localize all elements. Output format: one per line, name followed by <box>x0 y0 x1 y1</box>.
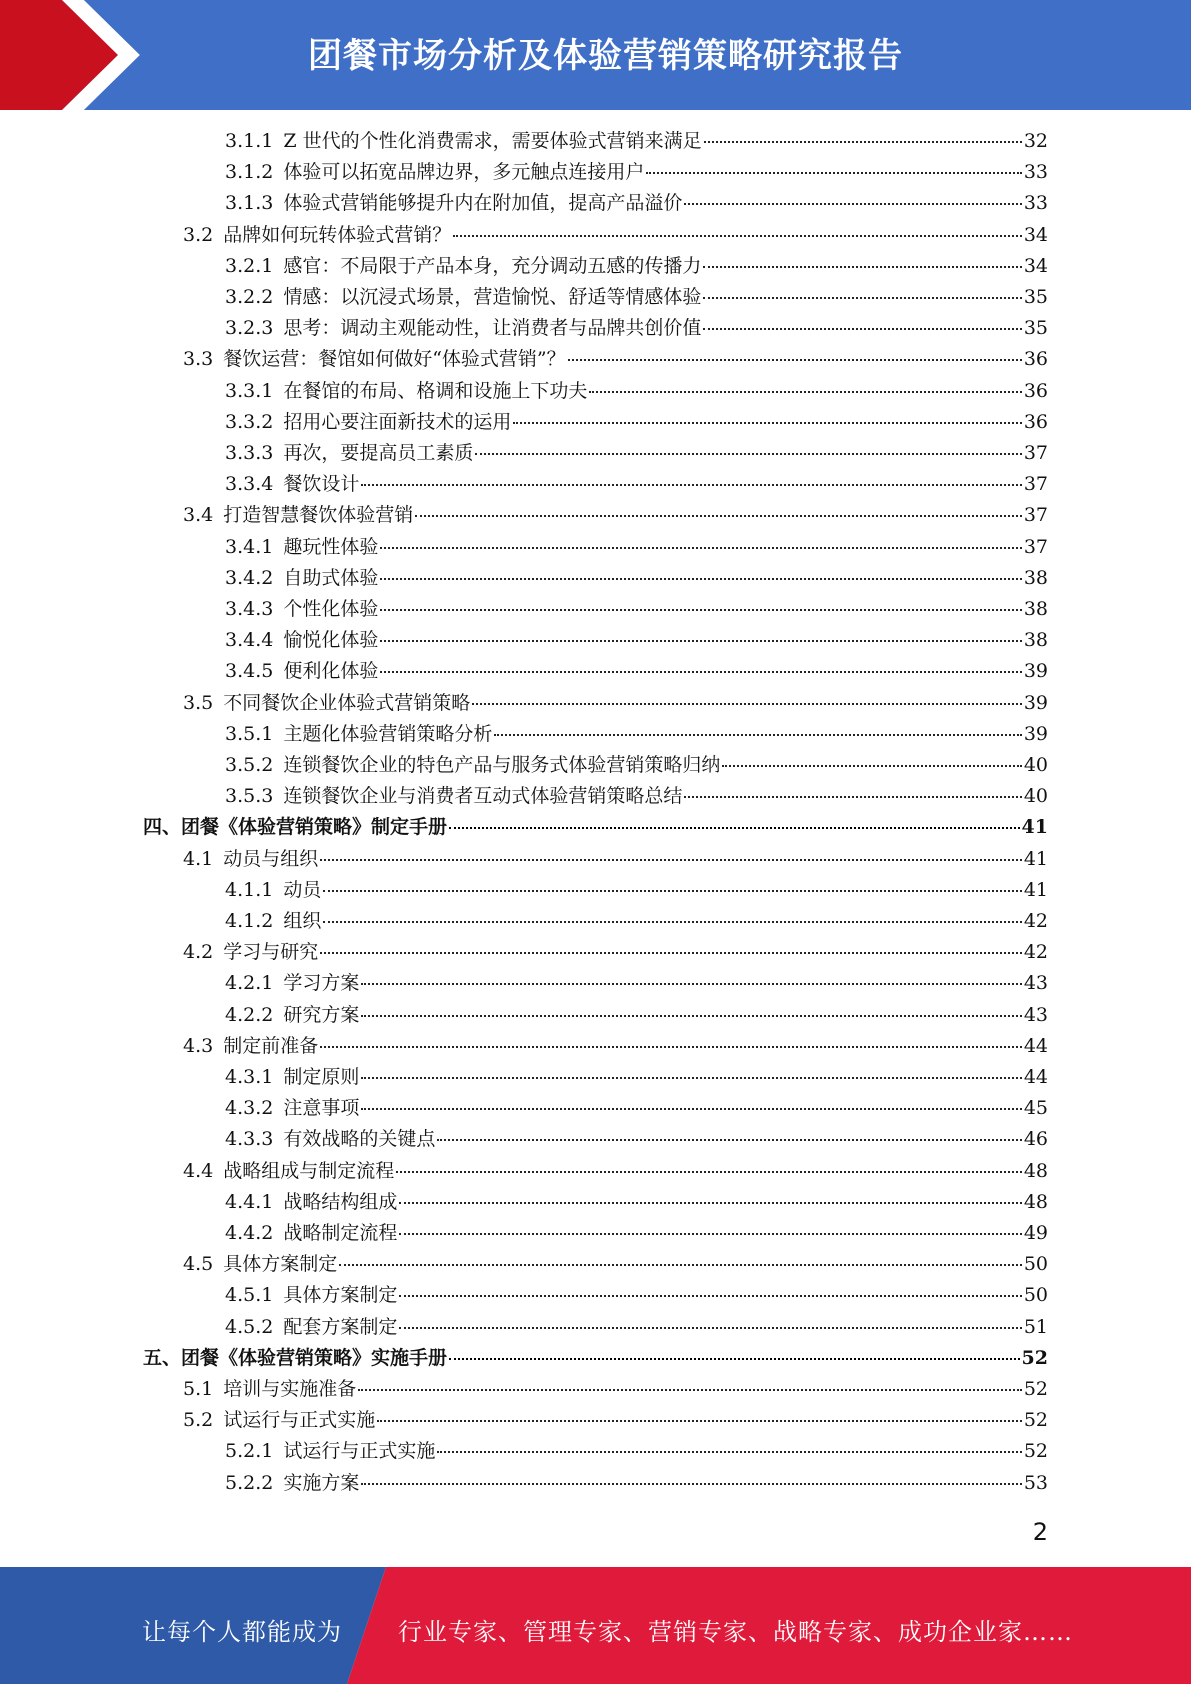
toc-entry-number: 3.1.1 <box>225 130 274 152</box>
toc-entry-page: 37 <box>1023 535 1048 558</box>
toc-entry-number: 3.5.2 <box>225 754 274 776</box>
toc-entry[interactable] <box>225 1436 1048 1467</box>
toc-entry-title: 学习方案 <box>283 972 360 995</box>
toc-entry-title: 具体方案制定 <box>283 1284 398 1307</box>
toc-entry[interactable] <box>225 376 1048 407</box>
toc-dot-leader <box>399 1294 1021 1297</box>
toc-entry-page: 34 <box>1023 223 1048 246</box>
toc-entry-page: 32 <box>1023 130 1048 152</box>
toc-entry-title: 战略制定流程 <box>283 1222 398 1244</box>
toc-dot-leader <box>703 296 1021 299</box>
toc-entry-title: 动员 <box>283 878 322 901</box>
toc-dot-leader <box>380 670 1021 673</box>
toc-entry-title: 实施方案 <box>283 1471 360 1494</box>
toc-entry-number: 4.4 <box>183 1159 214 1182</box>
toc-entry[interactable] <box>225 1124 1048 1155</box>
toc-dot-leader <box>399 1232 1021 1235</box>
toc-entry-page: 51 <box>1023 1315 1048 1338</box>
toc-entry-page: 43 <box>1023 1003 1048 1026</box>
toc-dot-leader <box>722 764 1021 767</box>
toc-entry-number: 3.3.3 <box>225 442 274 464</box>
toc-entry-number: 3.4 <box>183 504 214 527</box>
toc-entry-page: 49 <box>1023 1222 1048 1244</box>
toc-entry[interactable] <box>225 968 1048 999</box>
toc-entry-page: 38 <box>1023 598 1048 620</box>
toc-dot-leader <box>703 327 1021 330</box>
toc-dot-leader <box>380 639 1021 642</box>
toc-entry-number: 3.3.1 <box>225 379 274 402</box>
toc-entry-title: 便利化体验 <box>283 660 379 683</box>
toc-entry-number: 4.2.2 <box>225 1003 274 1026</box>
toc-entry-page: 39 <box>1023 660 1048 683</box>
toc-entry[interactable] <box>225 1280 1048 1311</box>
toc-entry-title: 注意事项 <box>283 1097 360 1120</box>
toc-entry-number: 4.3 <box>183 1034 214 1057</box>
toc-entry-title: 试运行与正式实施 <box>223 1409 376 1432</box>
toc-entry-page: 46 <box>1023 1128 1048 1151</box>
toc-entry[interactable] <box>183 344 1048 375</box>
toc-entry-title: 思考：调动主观能动性，让消费者与品牌共创价值 <box>283 317 702 340</box>
toc-dot-leader <box>396 1170 1022 1173</box>
toc-entry-page: 38 <box>1023 629 1048 652</box>
toc-entry-title: 连锁餐饮企业与消费者互动式体验营销策略总结 <box>283 785 683 808</box>
toc-entry-page: 35 <box>1023 286 1048 308</box>
toc-entry-page: 39 <box>1023 722 1048 745</box>
toc-entry[interactable] <box>183 1374 1048 1405</box>
toc-dot-leader <box>361 982 1021 985</box>
toc-entry-page: 41 <box>1021 816 1048 839</box>
toc-entry[interactable] <box>225 407 1048 438</box>
toc-entry-title: 学习与研究 <box>223 941 319 964</box>
toc-entry-number: 4.3.2 <box>225 1097 274 1120</box>
toc-entry-number: 3.2.2 <box>225 286 274 308</box>
toc-entry-page: 52 <box>1023 1378 1048 1400</box>
toc-entry-page: 41 <box>1023 847 1048 870</box>
toc-entry[interactable] <box>183 844 1048 875</box>
toc-entry-title: 培训与实施准备 <box>223 1378 357 1400</box>
toc-entry-number: 3.2.3 <box>225 317 274 340</box>
toc-dot-leader <box>684 795 1021 798</box>
toc-entry[interactable] <box>225 1468 1048 1499</box>
toc-entry[interactable] <box>225 594 1048 625</box>
toc-entry[interactable] <box>225 1312 1048 1343</box>
toc-entry-number: 3.4.2 <box>225 566 274 589</box>
toc-dot-leader <box>646 171 1021 174</box>
toc-entry-page: 52 <box>1023 1409 1048 1432</box>
toc-dot-leader <box>415 514 1022 517</box>
toc-dot-leader <box>437 1138 1021 1141</box>
toc-entry-number: 4.1 <box>183 847 214 870</box>
toc-entry-title: Z 世代的个性化消费需求，需要体验式营销来满足 <box>283 130 702 152</box>
toc-entry[interactable] <box>183 937 1048 968</box>
toc-dot-leader <box>361 483 1021 486</box>
toc-entry-page: 37 <box>1023 504 1048 527</box>
toc-entry-title: 品牌如何玩转体验式营销？ <box>223 223 452 246</box>
toc-entry-number: 5.1 <box>183 1378 214 1400</box>
toc-entry-title: 战略结构组成 <box>283 1190 398 1213</box>
toc-entry-page: 33 <box>1023 192 1048 215</box>
toc-entry-title: 主题化体验营销策略分析 <box>283 722 493 745</box>
toc-entry-number: 3.3 <box>183 348 214 371</box>
toc-entry[interactable] <box>143 1343 1048 1374</box>
toc-entry-title: 餐饮设计 <box>283 473 360 496</box>
toc-entry[interactable] <box>225 875 1048 906</box>
toc-entry-page: 37 <box>1023 442 1048 464</box>
toc-entry-page: 42 <box>1023 910 1048 932</box>
toc-entry-number: 4.2 <box>183 941 214 964</box>
toc-entry-number: 3.4.3 <box>225 598 274 620</box>
toc-dot-leader <box>449 826 1020 829</box>
toc-entry-page: 34 <box>1023 254 1048 277</box>
toc-entry[interactable] <box>225 906 1048 937</box>
toc-entry-title: 感官：不局限于产品本身，充分调动五感的传播力 <box>283 254 702 277</box>
toc-entry-number: 5.2.2 <box>225 1471 274 1494</box>
toc-dot-leader <box>323 920 1021 923</box>
toc-dot-leader <box>704 140 1022 143</box>
toc-entry-title: 制定前准备 <box>223 1034 319 1057</box>
toc-entry-page: 36 <box>1023 379 1048 402</box>
toc-entry-page: 45 <box>1023 1097 1048 1120</box>
toc-entry-title: 五、团餐《体验营销策略》实施手册 <box>143 1346 448 1369</box>
toc-entry-number: 3.3.2 <box>225 410 274 433</box>
toc-entry-number: 4.3.3 <box>225 1128 274 1151</box>
toc-entry[interactable] <box>225 656 1048 687</box>
toc-entry[interactable] <box>225 1000 1048 1031</box>
toc-entry[interactable] <box>225 1187 1048 1218</box>
toc-entry[interactable] <box>225 126 1048 157</box>
toc-entry-title: 打造智慧餐饮体验营销 <box>223 504 414 527</box>
footer-slogan-left: 让每个人都能成为 <box>142 1618 342 1646</box>
toc-dot-leader <box>361 1014 1021 1017</box>
toc-entry-number: 3.4.5 <box>225 660 274 683</box>
toc-dot-leader <box>358 1388 1022 1391</box>
toc-entry[interactable] <box>225 781 1048 812</box>
toc-entry-page: 40 <box>1023 754 1048 776</box>
page-number: 2 <box>1032 1518 1048 1546</box>
toc-dot-leader <box>684 202 1021 205</box>
toc-entry-page: 37 <box>1023 473 1048 496</box>
toc-entry-title: 组织 <box>283 910 322 932</box>
toc-entry-page: 53 <box>1023 1471 1048 1494</box>
toc-dot-leader <box>361 1107 1021 1110</box>
toc-entry-title: 趣玩性体验 <box>283 535 379 558</box>
toc-dot-leader <box>320 1045 1022 1048</box>
toc-entry-page: 40 <box>1023 785 1048 808</box>
toc-entry[interactable] <box>183 1249 1048 1280</box>
toc-entry-number: 3.1.2 <box>225 161 274 184</box>
toc-entry-number: 4.5 <box>183 1253 214 1276</box>
page-footer <box>0 1567 1191 1684</box>
toc-dot-leader <box>472 702 1022 705</box>
page-header <box>0 0 1191 110</box>
toc-entry-number: 4.4.1 <box>225 1190 274 1213</box>
toc-entry-title: 餐饮运营：餐馆如何做好“体验式营销”？ <box>223 348 566 371</box>
toc-entry-title: 试运行与正式实施 <box>283 1440 436 1463</box>
toc-entry-number: 5.2 <box>183 1409 214 1432</box>
toc-dot-leader <box>323 889 1021 892</box>
toc-entry[interactable] <box>225 438 1048 469</box>
toc-entry-number: 3.1.3 <box>225 192 274 215</box>
toc-entry-page: 36 <box>1023 410 1048 433</box>
toc-entry-number: 3.4.4 <box>225 629 274 652</box>
toc-entry-number: 3.5.1 <box>225 722 274 745</box>
toc-entry-page: 39 <box>1023 691 1048 714</box>
toc-entry[interactable] <box>225 313 1048 344</box>
toc-entry[interactable] <box>225 157 1048 188</box>
toc-entry-page: 50 <box>1023 1284 1048 1307</box>
toc-entry-number: 3.2.1 <box>225 254 274 277</box>
toc-entry[interactable] <box>225 563 1048 594</box>
toc-dot-leader <box>453 234 1022 237</box>
toc-entry-page: 33 <box>1023 161 1048 184</box>
toc-entry-number: 3.5.3 <box>225 785 274 808</box>
toc-entry[interactable] <box>225 750 1048 781</box>
toc-dot-leader <box>380 577 1021 580</box>
toc-entry-page: 48 <box>1023 1190 1048 1213</box>
toc-entry[interactable] <box>225 1062 1048 1093</box>
footer-slogan-right: 行业专家、管理专家、营销专家、战略专家、成功企业家…… <box>398 1618 1073 1646</box>
toc-entry[interactable] <box>225 1093 1048 1124</box>
toc-entry-number: 3.3.4 <box>225 473 274 496</box>
toc-entry[interactable] <box>225 1218 1048 1249</box>
toc-entry-number: 5.2.1 <box>225 1440 274 1463</box>
toc-dot-leader <box>361 1482 1021 1485</box>
toc-entry[interactable] <box>183 1405 1048 1436</box>
toc-dot-leader <box>513 421 1021 424</box>
toc-dot-leader <box>437 1450 1021 1453</box>
toc-entry-page: 48 <box>1023 1159 1048 1182</box>
toc-entry-title: 不同餐饮企业体验式营销策略 <box>223 691 471 714</box>
toc-dot-leader <box>475 452 1021 455</box>
toc-entry-page: 44 <box>1023 1066 1048 1088</box>
toc-entry-title: 配套方案制定 <box>283 1315 398 1338</box>
toc-entry-page: 44 <box>1023 1034 1048 1057</box>
toc-entry[interactable] <box>225 719 1048 750</box>
toc-entry[interactable] <box>225 532 1048 563</box>
toc-entry-page: 50 <box>1023 1253 1048 1276</box>
toc-dot-leader <box>399 1326 1021 1329</box>
toc-entry-number: 4.1.2 <box>225 910 274 932</box>
toc-entry-page: 52 <box>1023 1440 1048 1463</box>
toc-entry[interactable] <box>225 469 1048 500</box>
toc-entry-title: 连锁餐饮企业的特色产品与服务式体验营销策略归纳 <box>283 754 721 776</box>
toc-entry-title: 再次，要提高员工素质 <box>283 442 474 464</box>
toc-dot-leader <box>399 1201 1021 1204</box>
toc-dot-leader <box>703 265 1021 268</box>
toc-entry-number: 4.4.2 <box>225 1222 274 1244</box>
toc-entry[interactable] <box>225 282 1048 313</box>
toc-entry-number: 4.5.2 <box>225 1315 274 1338</box>
toc-entry-title: 有效战略的关键点 <box>283 1128 436 1151</box>
toc-entry[interactable] <box>225 251 1048 282</box>
toc-dot-leader <box>377 1419 1022 1422</box>
toc-entry-number: 3.4.1 <box>225 535 274 558</box>
toc-entry-number: 4.1.1 <box>225 878 274 901</box>
toc-dot-leader <box>449 1357 1020 1360</box>
toc-entry-page: 52 <box>1021 1346 1048 1369</box>
toc-dot-leader <box>494 733 1021 736</box>
toc-entry-title: 自助式体验 <box>283 566 379 589</box>
toc-dot-leader <box>361 1076 1021 1079</box>
toc-entry-number: 4.5.1 <box>225 1284 274 1307</box>
toc-entry[interactable] <box>183 500 1048 531</box>
toc-entry-number: 4.2.1 <box>225 972 274 995</box>
toc-entry-title: 个性化体验 <box>283 598 379 620</box>
toc-entry[interactable] <box>183 220 1048 251</box>
toc-entry-page: 36 <box>1023 348 1048 371</box>
toc-entry-page: 41 <box>1023 878 1048 901</box>
toc-dot-leader <box>320 951 1022 954</box>
toc-entry-title: 制定原则 <box>283 1066 360 1088</box>
toc-entry-number: 4.3.1 <box>225 1066 274 1088</box>
toc-dot-leader <box>380 546 1021 549</box>
toc-entry[interactable] <box>183 1156 1048 1187</box>
toc-entry-title: 愉悦化体验 <box>283 629 379 652</box>
toc-dot-leader <box>320 858 1022 861</box>
toc-entry-title: 体验式营销能够提升内在附加值，提高产品溢价 <box>283 192 683 215</box>
toc-dot-leader <box>380 608 1021 611</box>
toc-entry[interactable] <box>225 188 1048 219</box>
toc-entry[interactable] <box>183 1031 1048 1062</box>
toc-entry-title: 情感：以沉浸式场景，营造愉悦、舒适等情感体验 <box>283 286 702 308</box>
report-title: 团餐市场分析及体验营销策略研究报告 <box>308 36 903 76</box>
toc-entry-title: 研究方案 <box>283 1003 360 1026</box>
toc-entry-number: 3.2 <box>183 223 214 246</box>
toc-entry[interactable] <box>183 688 1048 719</box>
toc-entry-title: 招用心要注面新技术的运用 <box>283 410 512 433</box>
toc-entry-title: 四、团餐《体验营销策略》制定手册 <box>143 816 448 839</box>
toc-entry[interactable] <box>225 625 1048 656</box>
toc-entry[interactable] <box>143 812 1048 843</box>
toc-entry-title: 具体方案制定 <box>223 1253 338 1276</box>
toc-entry-number: 3.5 <box>183 691 214 714</box>
toc-entry-page: 42 <box>1023 941 1048 964</box>
toc-dot-leader <box>339 1263 1022 1266</box>
toc-entry-title: 动员与组织 <box>223 847 319 870</box>
toc-entry-page: 35 <box>1023 317 1048 340</box>
toc-dot-leader <box>589 390 1021 393</box>
toc-entry-title: 体验可以拓宽品牌边界，多元触点连接用户 <box>283 161 645 184</box>
toc-entry-title: 在餐馆的布局、格调和设施上下功夫 <box>283 379 588 402</box>
toc-entry-title: 战略组成与制定流程 <box>223 1159 395 1182</box>
toc-dot-leader <box>568 358 1022 361</box>
toc-entry-page: 38 <box>1023 566 1048 589</box>
toc-entry-page: 43 <box>1023 972 1048 995</box>
